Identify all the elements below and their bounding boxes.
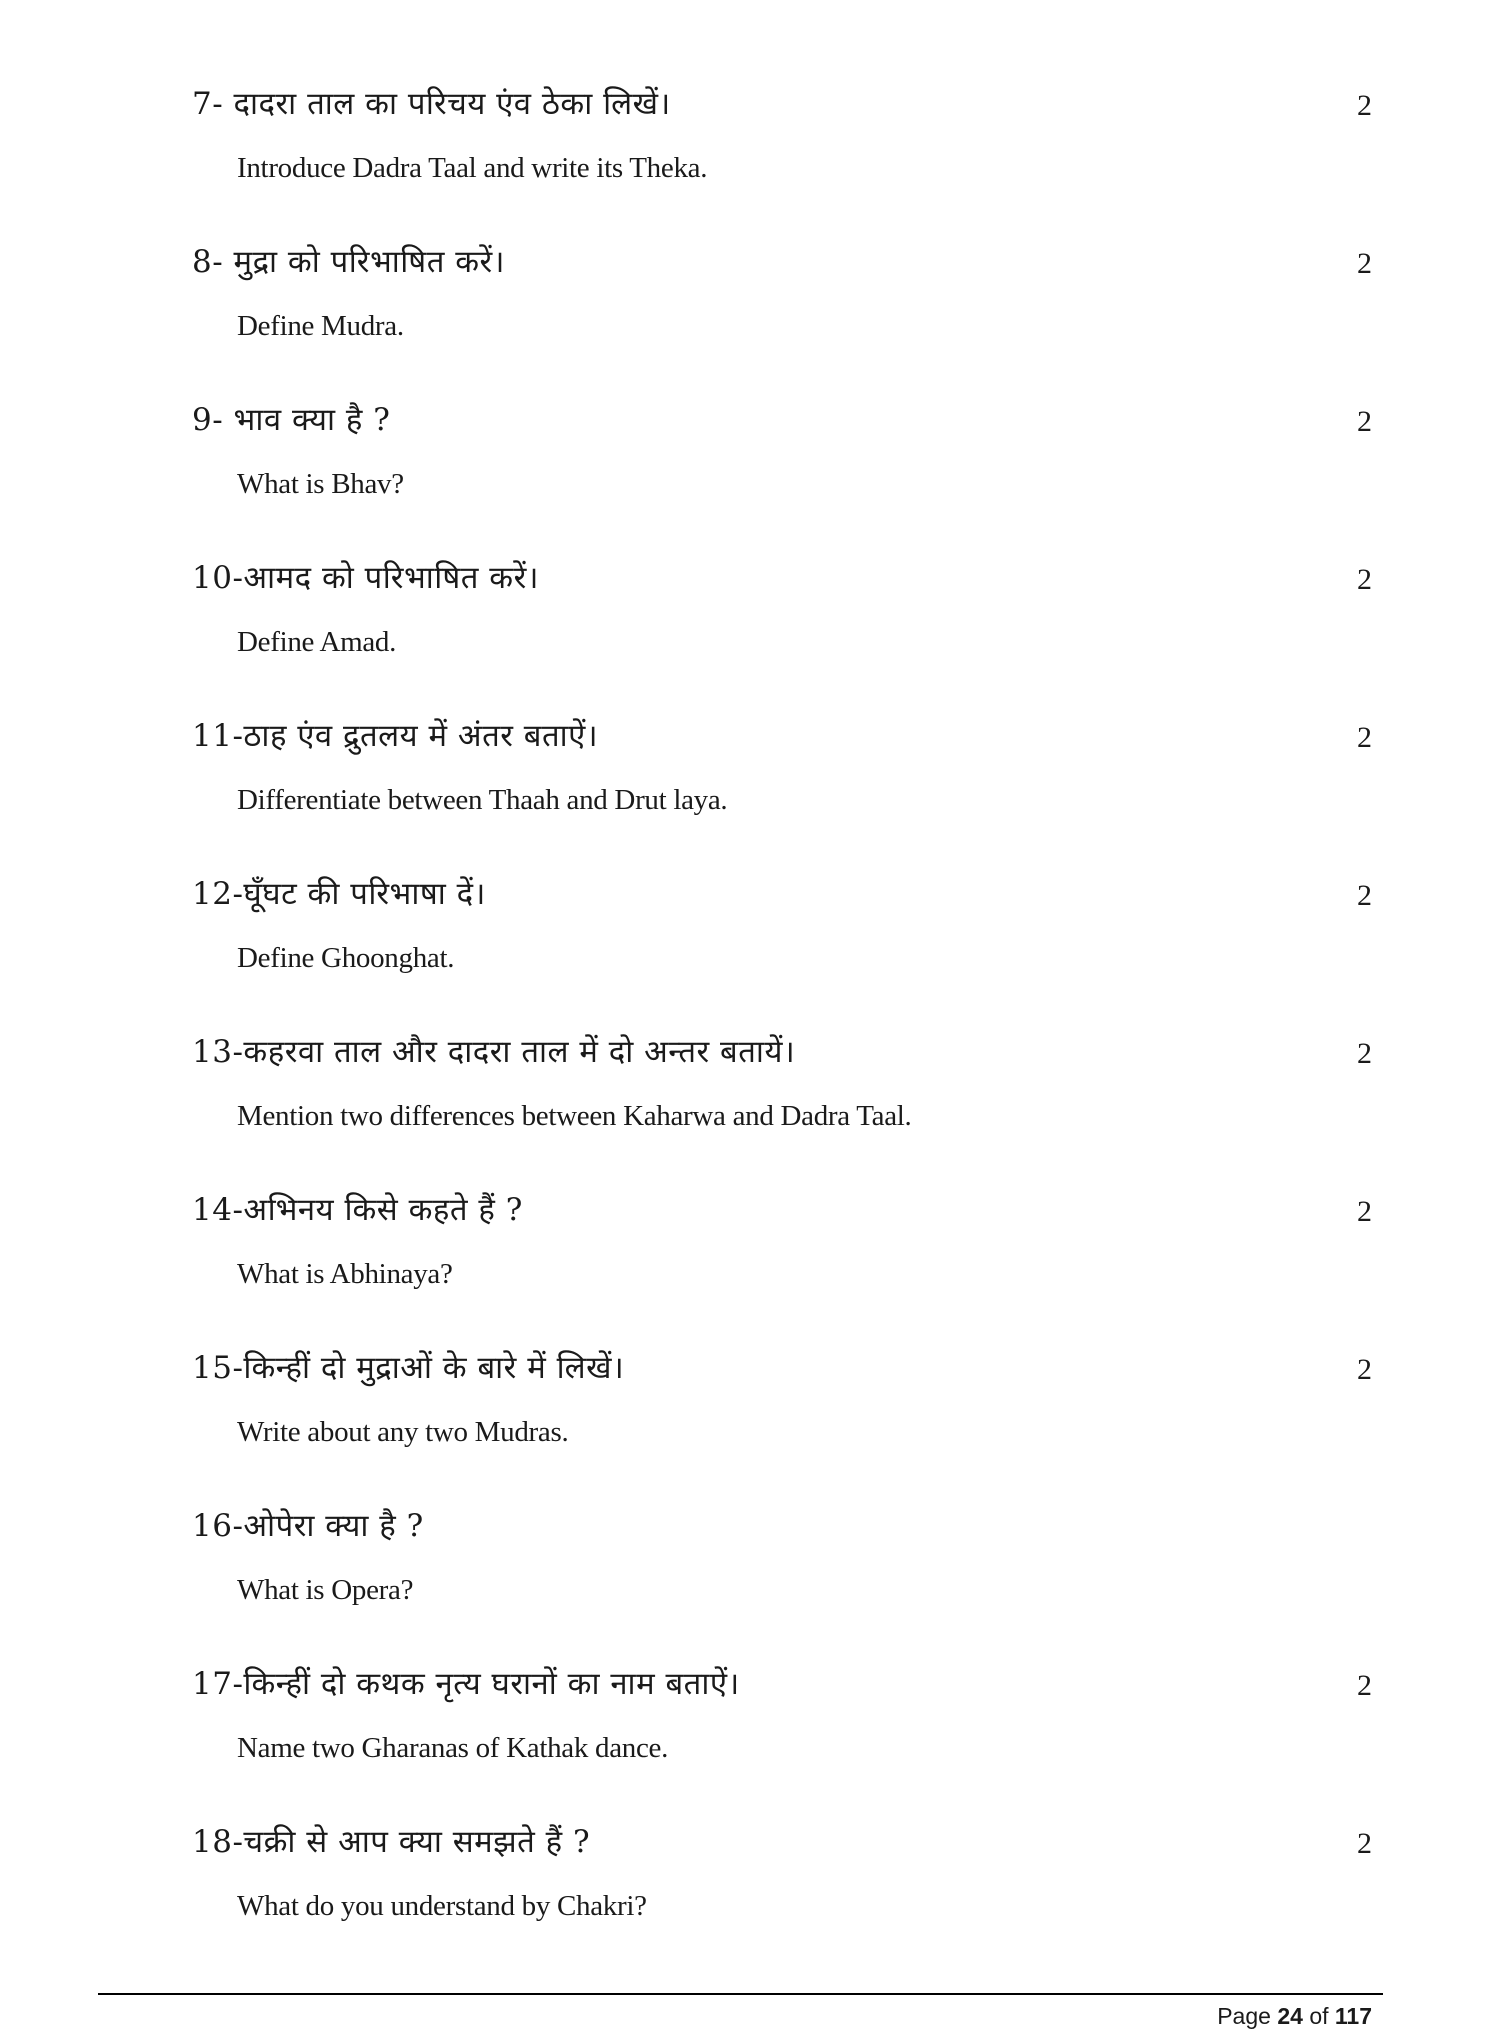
question-17	[192, 1664, 1372, 1784]
page-prefix: Page	[1217, 2003, 1271, 2029]
page-number-footer	[1217, 2001, 1372, 2031]
question-marks: 2	[1357, 1195, 1372, 1228]
footer-divider	[98, 1993, 1383, 1995]
question-marks: 2	[1357, 879, 1372, 912]
question-english: Write about any two Mudras.	[237, 1416, 569, 1448]
question-marks: 2	[1357, 1353, 1372, 1386]
question-8	[192, 242, 1372, 362]
question-14	[192, 1190, 1372, 1310]
question-18	[192, 1822, 1372, 1942]
question-hindi: 13-कहरवा ताल और दादरा ताल में दो अन्तर बतायें।	[192, 1034, 796, 1070]
question-marks: 2	[1357, 1669, 1372, 1702]
question-english: Differentiate between Thaah and Drut laya.	[237, 784, 728, 816]
question-15	[192, 1348, 1372, 1468]
question-english: What is Abhinaya?	[237, 1258, 453, 1290]
question-marks: 2	[1357, 247, 1372, 280]
page-number: 24	[1277, 2003, 1303, 2029]
question-english: Name two Gharanas of Kathak dance.	[237, 1732, 669, 1764]
question-marks: 2	[1357, 1037, 1372, 1070]
question-10	[192, 558, 1372, 678]
question-english: Define Amad.	[237, 626, 397, 658]
question-hindi: 14-अभिनय किसे कहते हैं ?	[192, 1192, 523, 1228]
question-9	[192, 400, 1372, 520]
page-total: 117	[1334, 2003, 1372, 2029]
question-english: Define Ghoonghat.	[237, 942, 455, 974]
question-hindi: 17-किन्हीं दो कथक नृत्य घरानों का नाम बताऐं।	[192, 1666, 740, 1702]
question-marks: 2	[1357, 721, 1372, 754]
question-hindi: 9- भाव क्या है ?	[192, 402, 391, 438]
question-hindi: 18-चक्री से आप क्या समझते हैं ?	[192, 1824, 591, 1860]
question-hindi: 7- दादरा ताल का परिचय एंव ठेका लिखें।	[192, 86, 671, 122]
question-marks: 2	[1357, 89, 1372, 122]
question-hindi: 8- मुद्रा को परिभाषित करें।	[192, 244, 505, 280]
question-hindi: 16-ओपेरा क्या है ?	[192, 1508, 424, 1544]
page-of: of	[1309, 2003, 1329, 2029]
question-english: Define Mudra.	[237, 310, 404, 342]
question-11	[192, 716, 1372, 836]
question-english: What is Bhav?	[237, 468, 404, 500]
question-hindi: 12-घूँघट की परिभाषा दें।	[192, 876, 486, 912]
question-english: What is Opera?	[237, 1574, 414, 1606]
question-english: What do you understand by Chakri?	[237, 1890, 647, 1922]
question-13	[192, 1032, 1372, 1152]
question-7	[192, 84, 1372, 204]
question-marks: 2	[1357, 405, 1372, 438]
question-12	[192, 874, 1372, 994]
question-english: Mention two differences between Kaharwa and Dadra Taal.	[237, 1100, 912, 1132]
question-marks: 2	[1357, 563, 1372, 596]
question-16	[192, 1506, 1372, 1626]
question-english: Introduce Dadra Taal and write its Theka.	[237, 152, 708, 184]
question-hindi: 10-आमद को परिभाषित करें।	[192, 560, 539, 596]
question-hindi: 11-ठाह एंव द्रुतलय में अंतर बताऐं।	[192, 718, 599, 754]
question-marks: 2	[1357, 1827, 1372, 1860]
question-hindi: 15-किन्हीं दो मुद्राओं के बारे में लिखें।	[192, 1350, 625, 1386]
